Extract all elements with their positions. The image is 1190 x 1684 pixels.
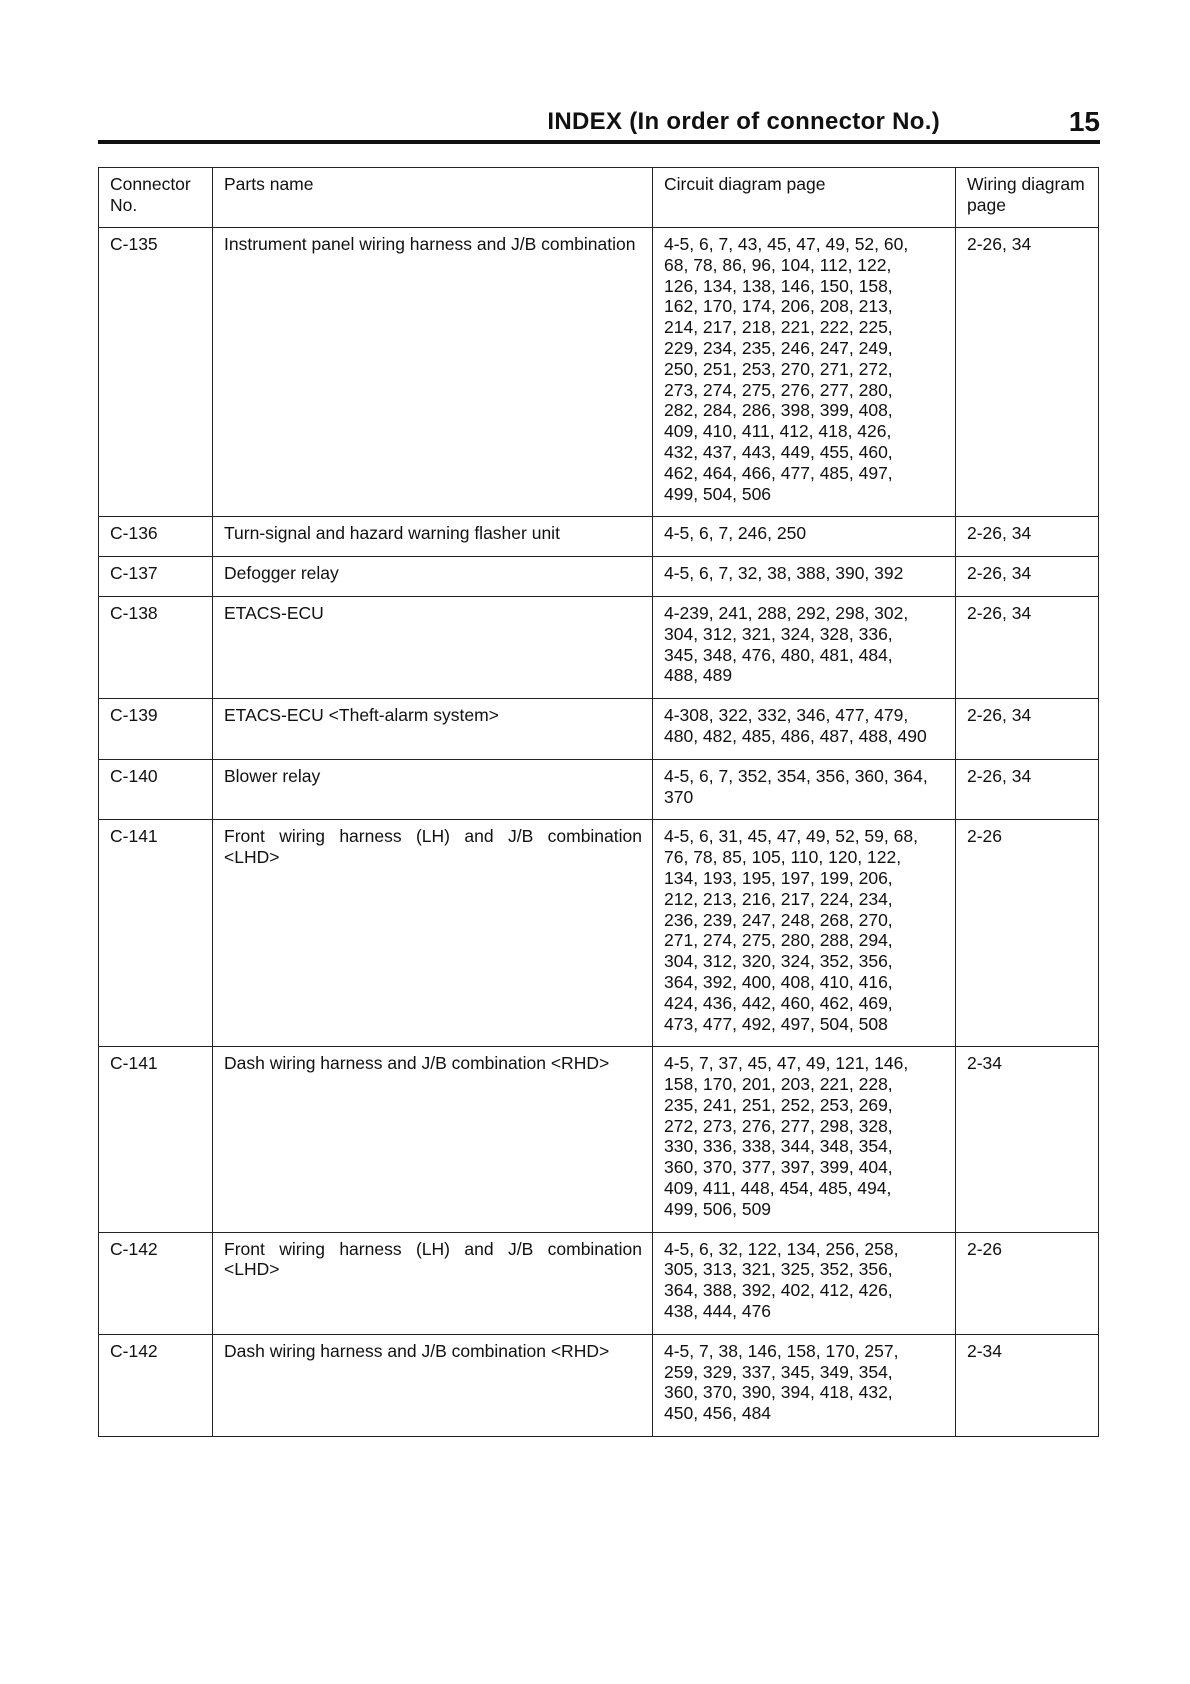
wiring-diagram-page-cell: 2-26, 34 <box>956 557 1099 597</box>
column-header-circuit: Circuit diagram page <box>653 168 956 228</box>
circuit-page-line: 134, 193, 195, 197, 199, 206, <box>664 867 893 888</box>
circuit-page-line: 305, 313, 321, 325, 352, 356, <box>664 1259 893 1280</box>
table-row <box>99 1047 1099 1232</box>
circuit-page-line: 214, 217, 218, 221, 222, 225, <box>664 317 893 338</box>
parts-name-cell: Dash wiring harness and J/B combination <RHD> <box>213 1334 653 1436</box>
circuit-page-line: 438, 444, 476 <box>664 1301 772 1322</box>
circuit-diagram-pages-cell <box>653 1047 956 1232</box>
circuit-page-line: 273, 274, 275, 276, 277, 280, <box>664 379 893 400</box>
connector-index-table <box>98 167 1099 1437</box>
connector-no-cell: C-141 <box>99 1047 213 1232</box>
parts-name-cell: Instrument panel wiring harness and J/B combination <box>213 228 653 517</box>
circuit-page-line: 409, 411, 448, 454, 485, 494, <box>664 1178 892 1199</box>
wiring-diagram-page-cell: 2-26, 34 <box>956 517 1099 557</box>
circuit-page-line: 360, 370, 390, 394, 418, 432, <box>664 1382 893 1403</box>
table-row <box>99 228 1099 517</box>
circuit-page-line: 4-5, 6, 31, 45, 47, 49, 52, 59, 68, <box>664 826 918 847</box>
circuit-page-line: 364, 388, 392, 402, 412, 426, <box>664 1280 893 1301</box>
column-header-parts: Parts name <box>213 168 653 228</box>
circuit-page-line: 480, 482, 485, 486, 487, 488, 490 <box>664 725 927 746</box>
circuit-page-line: 4-5, 6, 32, 122, 134, 256, 258, <box>664 1238 899 1259</box>
connector-no-cell: C-140 <box>99 759 213 820</box>
table-row <box>99 759 1099 820</box>
circuit-page-line: 4-5, 7, 38, 146, 158, 170, 257, <box>664 1340 899 1361</box>
circuit-page-line: 360, 370, 377, 397, 399, 404, <box>664 1157 893 1178</box>
circuit-page-line: 282, 284, 286, 398, 399, 408, <box>664 400 893 421</box>
circuit-diagram-pages-cell <box>653 228 956 517</box>
parts-name-cell: Front wiring harness (LH) and J/B combination <LHD> <box>213 820 653 1047</box>
connector-no-cell: C-142 <box>99 1334 213 1436</box>
table-row <box>99 1232 1099 1334</box>
table-header-row <box>99 168 1099 228</box>
circuit-page-line: 4-5, 6, 7, 43, 45, 47, 49, 52, 60, <box>664 234 909 254</box>
page-title: INDEX (In order of connector No.) <box>547 108 940 135</box>
circuit-page-line: 4-5, 6, 7, 352, 354, 356, 360, 364, <box>664 765 928 786</box>
wiring-diagram-page-cell: 2-26, 34 <box>956 228 1099 517</box>
table-body <box>99 228 1099 1437</box>
page-number: 15 <box>1068 106 1100 137</box>
circuit-diagram-pages-cell <box>653 1334 956 1436</box>
circuit-page-line: 499, 504, 506 <box>664 483 772 504</box>
circuit-page-line: 235, 241, 251, 252, 253, 269, <box>664 1094 893 1115</box>
parts-name-cell: Turn-signal and hazard warning flasher unit <box>213 517 653 557</box>
circuit-diagram-pages-cell <box>653 517 956 557</box>
circuit-page-line: 259, 329, 337, 345, 349, 354, <box>664 1361 893 1382</box>
circuit-page-line: 158, 170, 201, 203, 221, 228, <box>664 1074 893 1095</box>
column-header-wiring: Wiring diagram page <box>956 168 1099 228</box>
circuit-diagram-pages-cell <box>653 1232 956 1334</box>
circuit-page-line: 4-5, 6, 7, 246, 250 <box>664 523 807 544</box>
connector-no-cell: C-139 <box>99 699 213 760</box>
wiring-diagram-page-cell: 2-26 <box>956 820 1099 1047</box>
parts-name-cell: Blower relay <box>213 759 653 820</box>
circuit-page-line: 424, 436, 442, 460, 462, 469, <box>664 992 893 1013</box>
parts-name-cell: Dash wiring harness and J/B combination <RHD> <box>213 1047 653 1232</box>
circuit-page-line: 304, 312, 321, 324, 328, 336, <box>664 623 893 644</box>
circuit-page-line: 229, 234, 235, 246, 247, 249, <box>664 337 893 358</box>
connector-no-cell: C-138 <box>99 596 213 698</box>
circuit-diagram-pages-cell <box>653 759 956 820</box>
connector-no-cell: C-136 <box>99 517 213 557</box>
circuit-page-line: 330, 336, 338, 344, 348, 354, <box>664 1136 893 1157</box>
wiring-diagram-page-cell: 2-26, 34 <box>956 596 1099 698</box>
circuit-page-line: 4-5, 6, 7, 32, 38, 388, 390, 392 <box>664 563 904 584</box>
table-row <box>99 517 1099 557</box>
table-row <box>99 820 1099 1047</box>
parts-name-cell: ETACS-ECU <Theft-alarm system> <box>213 699 653 760</box>
circuit-page-line: 450, 456, 484 <box>664 1403 772 1424</box>
circuit-page-line: 212, 213, 216, 217, 224, 234, <box>664 888 893 909</box>
circuit-page-line: 499, 506, 509 <box>664 1198 772 1219</box>
circuit-page-line: 304, 312, 320, 324, 352, 356, <box>664 951 893 972</box>
circuit-page-line: 4-239, 241, 288, 292, 298, 302, <box>664 602 909 623</box>
circuit-page-line: 162, 170, 174, 206, 208, 213, <box>664 296 893 317</box>
circuit-page-line: 76, 78, 85, 105, 110, 120, 122, <box>664 847 902 868</box>
circuit-page-line: 462, 464, 466, 477, 485, 497, <box>664 462 893 483</box>
circuit-page-line: 345, 348, 476, 480, 481, 484, <box>664 644 893 665</box>
circuit-page-line: 236, 239, 247, 248, 268, 270, <box>664 909 893 930</box>
circuit-page-line: 370 <box>664 786 694 807</box>
header-rule <box>98 140 1100 144</box>
page-header <box>98 104 1100 144</box>
circuit-page-line: 250, 251, 253, 270, 271, 272, <box>664 358 893 379</box>
parts-name-cell: Front wiring harness (LH) and J/B combination <LHD> <box>213 1232 653 1334</box>
circuit-page-line: 409, 410, 411, 412, 418, 426, <box>664 421 892 442</box>
connector-no-cell: C-137 <box>99 557 213 597</box>
circuit-diagram-pages-cell <box>653 596 956 698</box>
circuit-diagram-pages-cell <box>653 557 956 597</box>
circuit-diagram-pages-cell <box>653 820 956 1047</box>
table-row <box>99 699 1099 760</box>
table-row <box>99 1334 1099 1436</box>
circuit-page-line: 68, 78, 86, 96, 104, 112, 122, <box>664 254 892 275</box>
table-row <box>99 557 1099 597</box>
circuit-page-line: 271, 274, 275, 280, 288, 294, <box>664 930 893 951</box>
connector-no-cell: C-142 <box>99 1232 213 1334</box>
wiring-diagram-page-cell: 2-34 <box>956 1047 1099 1232</box>
circuit-page-line: 364, 392, 400, 408, 410, 416, <box>664 971 893 992</box>
circuit-page-line: 4-5, 7, 37, 45, 47, 49, 121, 146, <box>664 1053 909 1074</box>
wiring-diagram-page-cell: 2-34 <box>956 1334 1099 1436</box>
parts-name-cell: ETACS-ECU <box>213 596 653 698</box>
wiring-diagram-page-cell: 2-26, 34 <box>956 699 1099 760</box>
circuit-page-line: 272, 273, 276, 277, 298, 328, <box>664 1115 893 1136</box>
wiring-diagram-page-cell: 2-26 <box>956 1232 1099 1334</box>
circuit-diagram-pages-cell <box>653 699 956 760</box>
wiring-diagram-page-cell: 2-26, 34 <box>956 759 1099 820</box>
connector-no-cell: C-141 <box>99 820 213 1047</box>
connector-no-cell: C-135 <box>99 228 213 517</box>
circuit-page-line: 4-308, 322, 332, 346, 477, 479, <box>664 705 909 726</box>
column-header-connector: Connector No. <box>99 168 213 228</box>
circuit-page-line: 126, 134, 138, 146, 150, 158, <box>664 275 893 296</box>
circuit-page-line: 488, 489 <box>664 665 733 686</box>
circuit-page-line: 473, 477, 492, 497, 504, 508 <box>664 1013 888 1034</box>
circuit-page-line: 432, 437, 443, 449, 455, 460, <box>664 441 893 462</box>
table-row <box>99 596 1099 698</box>
parts-name-cell: Defogger relay <box>213 557 653 597</box>
